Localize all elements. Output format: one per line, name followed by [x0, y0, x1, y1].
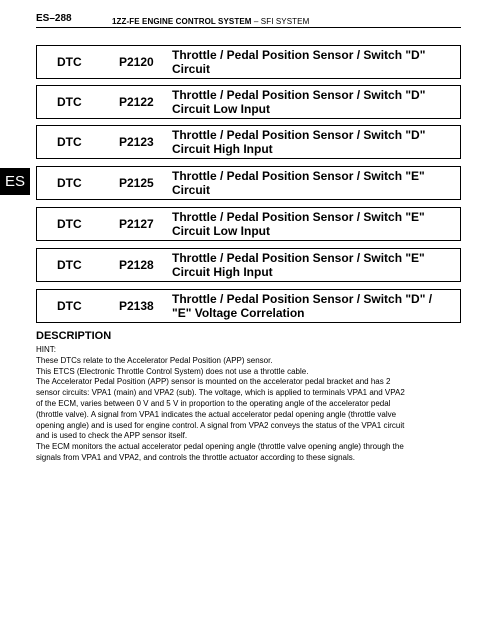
header-title	[112, 17, 309, 26]
dtc-code: P2125	[119, 176, 154, 190]
dtc-title-line: Throttle / Pedal Position Sensor / Switch "D"	[172, 48, 426, 62]
dtc-label: DTC	[57, 135, 82, 149]
dtc-title	[172, 48, 462, 76]
dtc-title	[172, 210, 462, 238]
dtc-title	[172, 251, 462, 279]
header-rule	[36, 27, 461, 28]
dtc-box	[36, 289, 461, 323]
dtc-title	[172, 292, 462, 320]
dtc-label: DTC	[57, 217, 82, 231]
dtc-box	[36, 166, 461, 200]
dtc-title-line: Circuit Low Input	[172, 224, 270, 238]
dtc-title-line: Circuit High Input	[172, 265, 273, 279]
description-line: signals from VPA1 and VPA2, and controls the throttle actuator according to these signals.	[36, 452, 355, 462]
dtc-code: P2128	[119, 258, 154, 272]
dtc-title-line: "E" Voltage Correlation	[172, 306, 305, 320]
dtc-title-line: Throttle / Pedal Position Sensor / Switch "E"	[172, 210, 425, 224]
dtc-label: DTC	[57, 299, 82, 313]
dtc-title	[172, 169, 462, 197]
section-title: 1ZZ-FE ENGINE CONTROL SYSTEM	[112, 17, 252, 26]
description-heading: DESCRIPTION	[36, 330, 112, 342]
dtc-box	[36, 248, 461, 282]
dtc-title	[172, 128, 462, 156]
dtc-box	[36, 45, 461, 79]
dtc-code: P2122	[119, 95, 154, 109]
page-number: ES–288	[36, 13, 72, 24]
description-body	[36, 345, 461, 464]
dtc-title-line: Circuit	[172, 62, 211, 76]
description-line: The Accelerator Pedal Position (APP) sensor is mounted on the accelerator pedal bracket and has 2	[36, 377, 391, 387]
dtc-box	[36, 125, 461, 159]
description-line: sensor circuits: VPA1 (main) and VPA2 (sub). The voltage, which is applied to terminals VPA1 and VPA2	[36, 388, 405, 398]
dtc-label: DTC	[57, 176, 82, 190]
dtc-label: DTC	[57, 55, 82, 69]
dtc-code: P2127	[119, 217, 154, 231]
description-line: (throttle valve). A signal from VPA1 indicates the actual accelerator pedal opening angle (throttle valve	[36, 409, 397, 419]
dtc-label: DTC	[57, 95, 82, 109]
dtc-title-line: Circuit Low Input	[172, 102, 270, 116]
dtc-title-line: Throttle / Pedal Position Sensor / Switch "D"	[172, 88, 426, 102]
dtc-box	[36, 85, 461, 119]
dtc-box	[36, 207, 461, 241]
section-side-tab: ES	[0, 168, 30, 195]
dtc-title	[172, 88, 462, 116]
description-line: of the ECM, varies between 0 V and 5 V in proportion to the operating angle of the accelerator pedal	[36, 398, 391, 408]
dtc-title-line: Throttle / Pedal Position Sensor / Switch "E"	[172, 251, 425, 265]
dtc-title-line: Throttle / Pedal Position Sensor / Switch "E"	[172, 169, 425, 183]
description-line: opening angle) and is used for engine control. A signal from VPA2 conveys the status of the VPA1 circuit	[36, 420, 405, 430]
dtc-title-line: Circuit High Input	[172, 142, 273, 156]
description-line: HINT:	[36, 345, 56, 354]
description-line: These DTCs relate to the Accelerator Pedal Position (APP) sensor.	[36, 355, 273, 365]
dtc-code: P2123	[119, 135, 154, 149]
subsection-title: SFI SYSTEM	[260, 17, 310, 26]
dtc-code: P2120	[119, 55, 154, 69]
dtc-title-line: Throttle / Pedal Position Sensor / Switch "D" /	[172, 292, 433, 306]
dtc-title-line: Circuit	[172, 183, 211, 197]
dtc-label: DTC	[57, 258, 82, 272]
description-line: This ETCS (Electronic Throttle Control System) does not use a throttle cable.	[36, 366, 309, 376]
description-line: The ECM monitors the actual accelerator pedal opening angle (throttle valve opening angle) through the	[36, 442, 404, 452]
description-line: and is used to check the APP sensor itself.	[36, 431, 188, 441]
dtc-code: P2138	[119, 299, 154, 313]
dtc-title-line: Throttle / Pedal Position Sensor / Switch "D"	[172, 128, 426, 142]
header-separator: –	[253, 17, 259, 26]
